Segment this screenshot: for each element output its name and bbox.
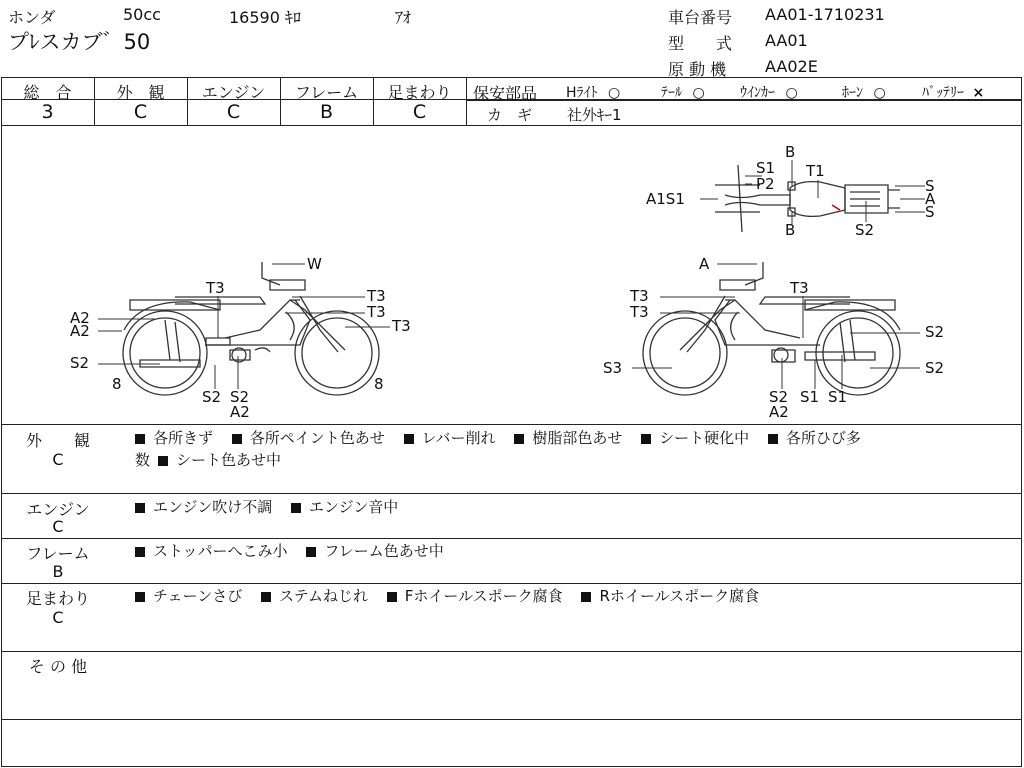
diagram-label: A: [925, 190, 936, 208]
note-grade-frame: B: [52, 562, 64, 581]
bullet-icon: [261, 592, 271, 602]
divider: [1, 651, 1022, 652]
diagram-label: S2: [769, 388, 789, 406]
diagram-label: T3: [367, 287, 386, 305]
diagram-label: A2: [230, 403, 250, 421]
engine-label: 原 動 機: [668, 60, 727, 79]
diagram-label: S: [925, 177, 935, 195]
bullet-icon: [581, 592, 591, 602]
note-line-exterior-2: 数 シート色あせ中: [135, 451, 282, 469]
diagram-label: S2: [202, 388, 222, 406]
note-title-engine: エンジン: [26, 500, 90, 519]
bullet-icon: [291, 503, 301, 513]
safety-label: 保安部品: [473, 84, 538, 103]
diagram-label: S2: [925, 359, 945, 377]
safety-item-taillight: ﾃｰﾙ ○: [661, 85, 705, 101]
diagram-label: P2: [756, 175, 775, 193]
frame-no-label: 車台番号: [668, 8, 733, 27]
bullet-icon: [158, 456, 168, 466]
right-side-view: [643, 262, 900, 395]
divider: [466, 78, 467, 125]
key-label: カ ギ: [487, 106, 533, 124]
maker: ホンダ: [8, 8, 56, 27]
bullet-icon: [232, 434, 242, 444]
note-line-frame: ストッパーへこみ小 フレーム色あせ中: [135, 540, 458, 562]
bullet-icon: [135, 434, 145, 444]
diagram-label: T3: [367, 303, 386, 321]
cross-mark: ×: [972, 85, 985, 101]
diagram-label: S3: [603, 359, 623, 377]
diagram-label: S1: [800, 388, 820, 406]
safety-item-headlight: Hﾗｲﾄ ○: [566, 85, 621, 101]
note-title-other: そ の 他: [28, 657, 88, 676]
displacement: 50cc: [123, 5, 161, 24]
bullet-icon: [641, 434, 651, 444]
diagram-label: A1S1: [646, 190, 685, 208]
divider: [1, 583, 1022, 584]
key-value: 社外ｷｰ1: [567, 106, 622, 124]
grade-header-suspension: 足まわり: [387, 83, 452, 102]
diagram-label: S1: [756, 159, 776, 177]
divider: [1, 493, 1022, 494]
diagram-label: 8: [112, 375, 122, 393]
safety-item-battery: ﾊﾞｯﾃﾘｰ ×: [922, 85, 985, 101]
diagram-label: W: [307, 255, 322, 273]
note-line-engine: エンジン吹け不調 エンジン音中: [135, 496, 412, 518]
diagram-label: B: [785, 143, 796, 161]
check-mark: ○: [692, 85, 705, 101]
note-grade-exterior: C: [52, 450, 64, 469]
check-mark: ○: [785, 85, 798, 101]
diagram-label: A2: [769, 403, 789, 421]
bullet-icon: [404, 434, 414, 444]
diagram-label: S1: [828, 388, 848, 406]
grade-value-frame: B: [319, 101, 334, 123]
diagram-label: S2: [855, 221, 875, 239]
safety-item-winker: ｳｲﾝｶｰ ○: [740, 85, 798, 101]
diagram-label: 8: [374, 375, 384, 393]
note-title-frame: フレーム: [26, 544, 90, 563]
bullet-icon: [306, 547, 316, 557]
mileage: 16590 ｷﾛ: [229, 8, 301, 27]
grade-value-engine: C: [226, 101, 241, 123]
left-side-view: [123, 262, 379, 395]
diagram-label: A: [699, 255, 710, 273]
diagram-label: S2: [70, 354, 90, 372]
diagram-label: T3: [630, 303, 649, 321]
bullet-icon: [514, 434, 524, 444]
note-title-exterior: 外 観: [25, 431, 90, 450]
note-line-exterior-1: 各所きず 各所ペイント色あせ レバー削れ 樹脂部色あせ シート硬化中 各所ひび多: [135, 427, 861, 449]
grade-value-exterior: C: [133, 101, 148, 123]
grade-header-overall: 総 合: [23, 83, 72, 102]
divider: [1, 538, 1022, 539]
safety-item-horn: ﾎｰﾝ ○: [842, 85, 886, 101]
diagram-label: T3: [790, 279, 809, 297]
diagram-label: S2: [230, 388, 250, 406]
frame-no: AA01-1710231: [765, 5, 885, 24]
diagram-label: A2: [70, 309, 90, 327]
model-name: プﾚスカブ゛50: [8, 30, 151, 54]
bullet-icon: [768, 434, 778, 444]
note-title-suspension: 足まわり: [25, 589, 90, 608]
note-grade-engine: C: [52, 517, 64, 536]
diagram-label: T3: [630, 287, 649, 305]
type-value: AA01: [765, 31, 808, 50]
grade-value-suspension: C: [412, 101, 427, 123]
color: ｱｵ: [395, 8, 412, 27]
bullet-icon: [387, 592, 397, 602]
note-grade-suspension: C: [52, 608, 64, 627]
engine-value: AA02E: [765, 57, 818, 76]
grade-header-frame: フレーム: [294, 83, 359, 102]
note-line-suspension: チェーンさび ステムねじれ Fホイールスポーク腐食 Rホイールスポーク腐食: [135, 585, 773, 607]
diagram-label: S2: [925, 323, 945, 341]
divider: [1, 719, 1022, 720]
diagram-label: T3: [206, 279, 225, 297]
grade-header-exterior: 外 観: [116, 83, 165, 102]
grade-header-engine: エンジン: [201, 83, 266, 102]
bullet-icon: [135, 503, 145, 513]
check-mark: ○: [873, 85, 886, 101]
grade-value-overall: 3: [41, 101, 54, 123]
bullet-icon: [135, 547, 145, 557]
diagram-label: B: [785, 221, 796, 239]
diagram-label: T1: [806, 162, 825, 180]
bullet-icon: [135, 592, 145, 602]
diagram-label: A2: [70, 322, 90, 340]
diagram-label: T3: [392, 317, 411, 335]
damage-diagram: [0, 126, 1024, 424]
diagram-label: S: [925, 203, 935, 221]
check-mark: ○: [607, 85, 621, 101]
type-label: 型 式: [668, 34, 733, 53]
divider: [1, 424, 1022, 425]
